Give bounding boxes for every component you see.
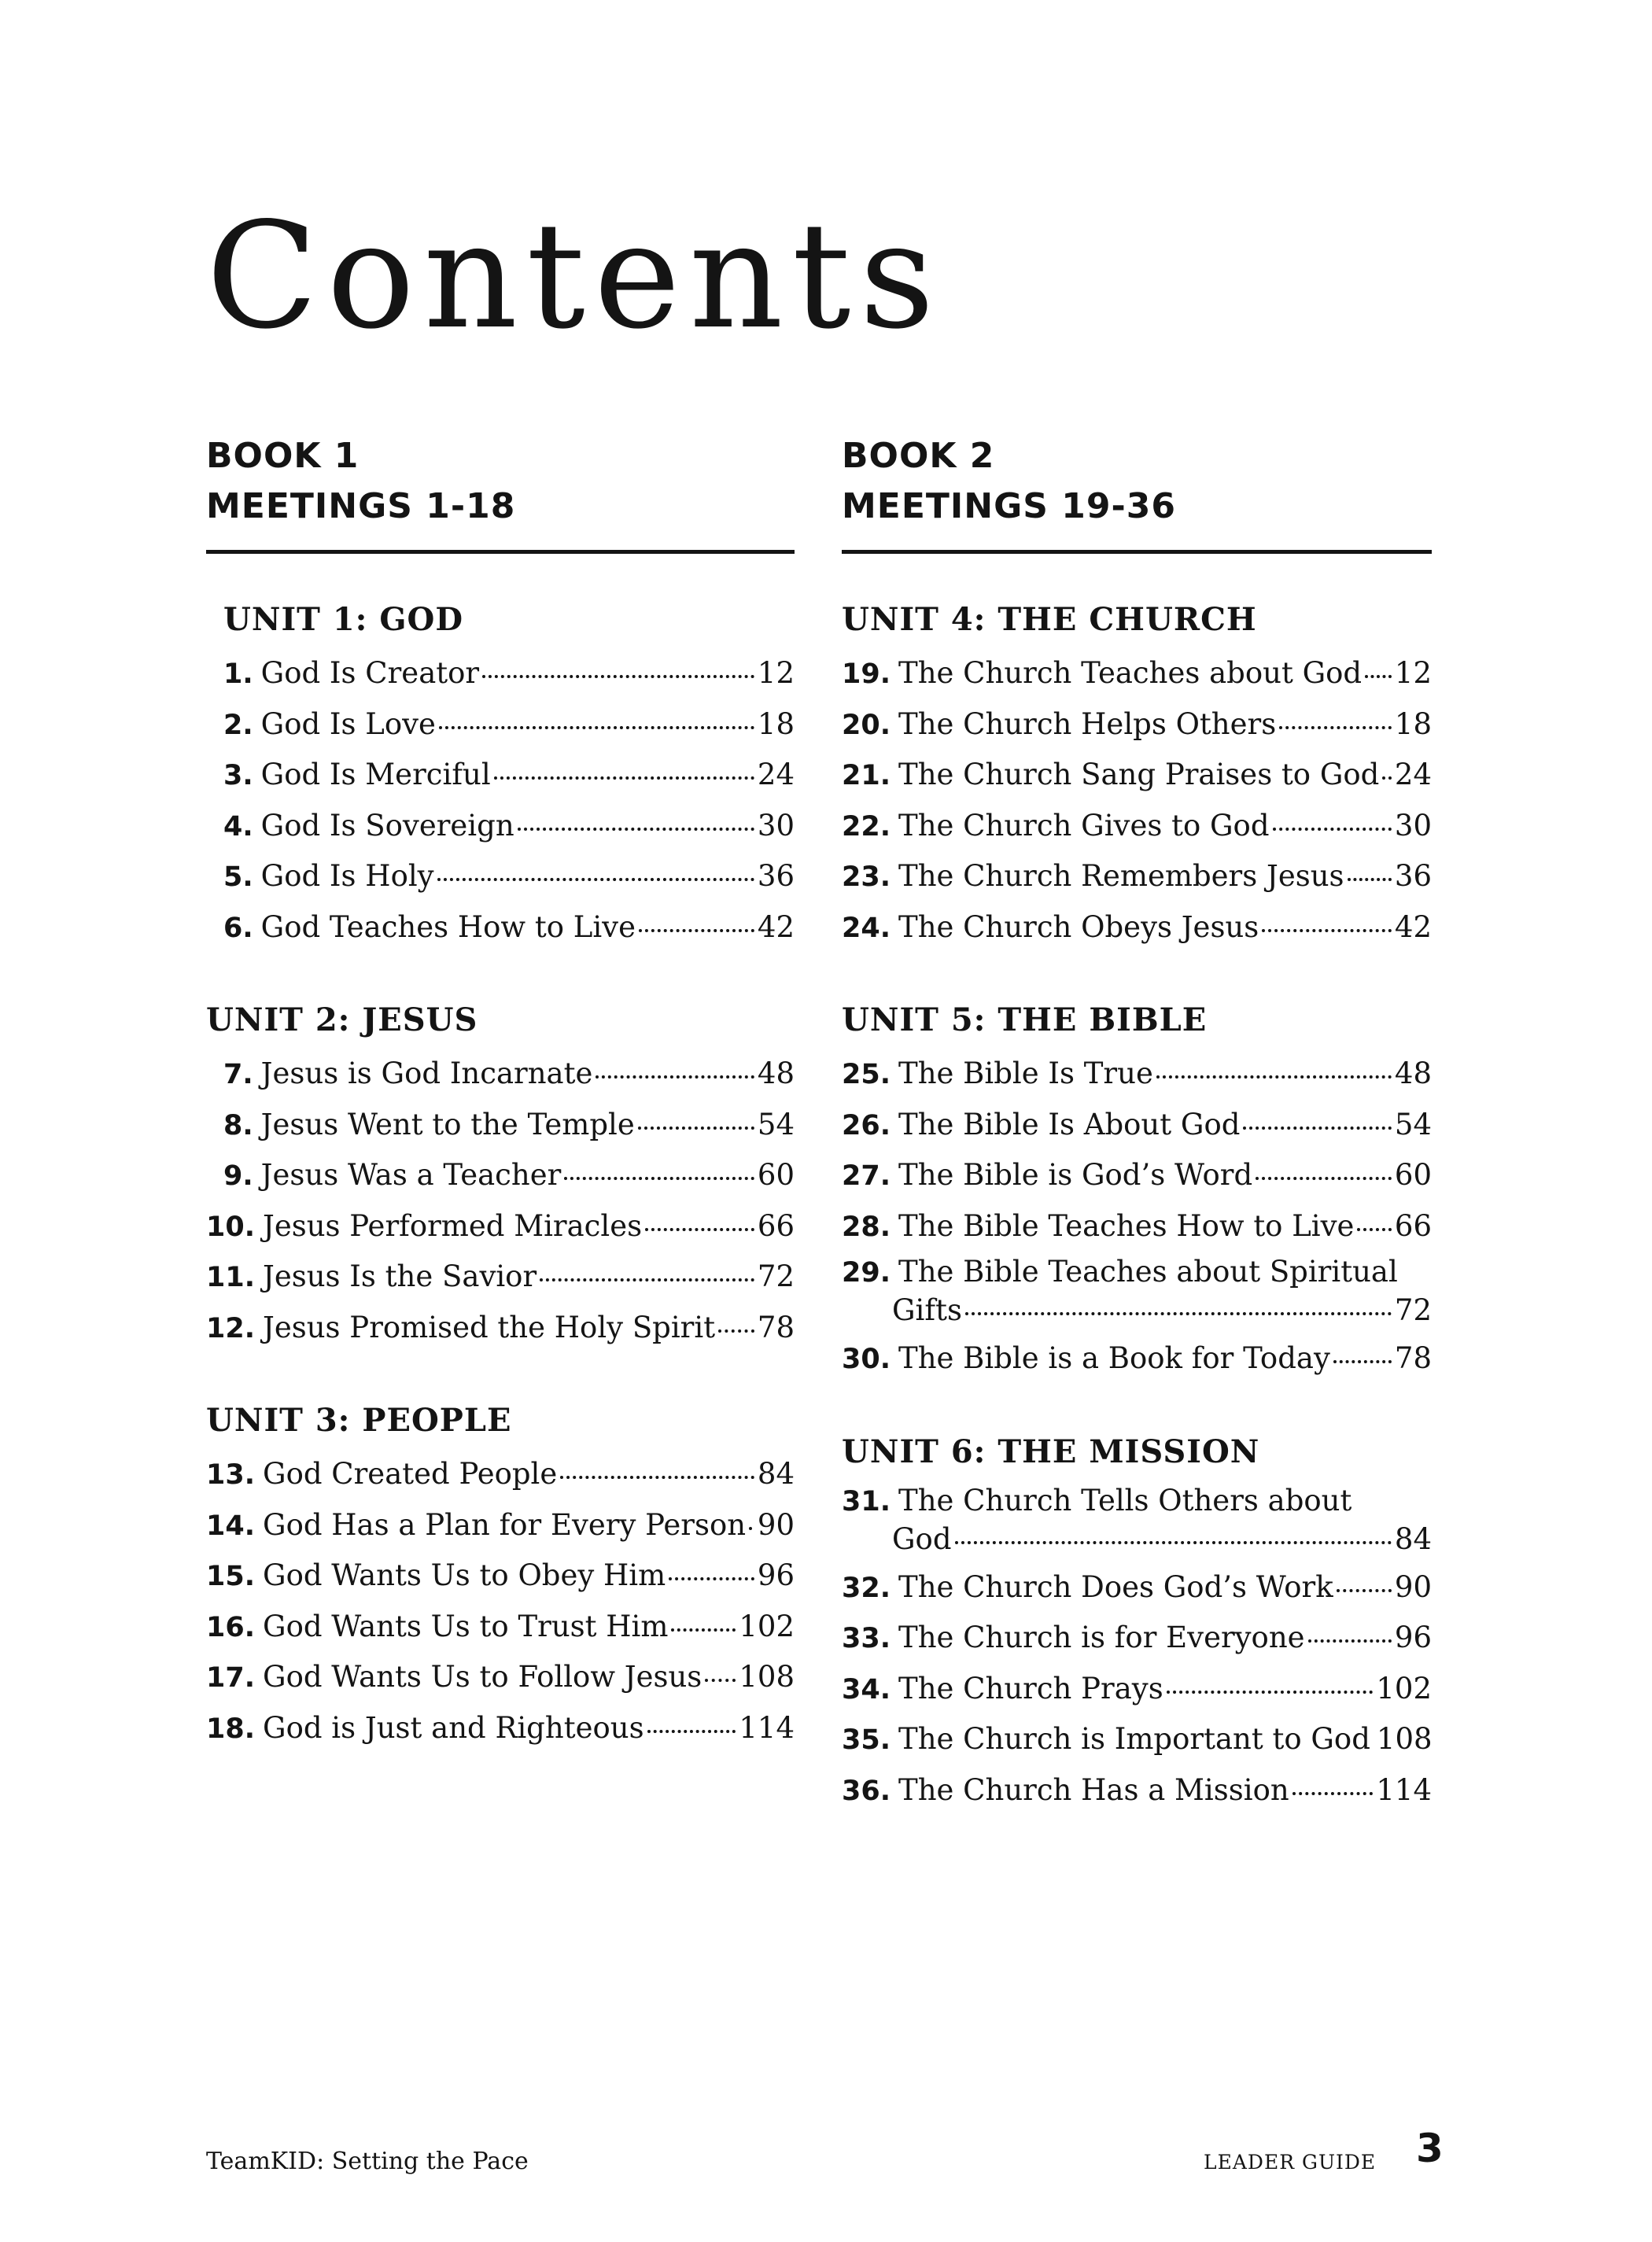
entry-page: 66 (757, 1208, 795, 1243)
unit-heading: UNIT 3: PEOPLE (206, 1402, 512, 1439)
entry-page: 96 (757, 1558, 795, 1592)
entry-number: 14. (206, 1510, 256, 1542)
dot-leader (705, 1679, 736, 1682)
entry-number: 28. (842, 1211, 891, 1243)
entry-title: Jesus is God Incarnate (260, 1056, 593, 1090)
entry-title: God Is Love (260, 706, 436, 741)
dot-leader (1262, 929, 1392, 932)
toc-entry[interactable] (842, 1562, 1432, 1613)
toc-entry[interactable] (842, 1100, 1432, 1151)
unit-3 (206, 1399, 795, 1753)
toc-entry[interactable] (206, 1652, 795, 1703)
dot-leader (1308, 1639, 1392, 1643)
entry-page: 90 (757, 1507, 795, 1542)
entry-page: 72 (1394, 1293, 1432, 1327)
toc-entry[interactable] (206, 1303, 795, 1354)
toc-entry[interactable] (206, 1049, 795, 1100)
entry-page: 18 (1394, 706, 1432, 741)
entry-title: The Church Tells Others about (898, 1483, 1352, 1517)
dot-leader (1273, 828, 1392, 831)
unit-heading: UNIT 5: THE BIBLE (842, 1001, 1208, 1038)
unit-5 (842, 998, 1432, 1385)
entry-number: 3. (223, 760, 253, 791)
entry-number: 2. (223, 709, 253, 741)
dot-leader (965, 1312, 1392, 1315)
entry-title: Jesus Is the Savior (263, 1259, 537, 1293)
dot-leader (1156, 1075, 1392, 1079)
entry-number: 13. (206, 1459, 256, 1491)
dot-leader (1382, 776, 1392, 780)
unit-4 (842, 598, 1432, 953)
entry-title: Jesus Was a Teacher (260, 1158, 562, 1192)
book-1-column (206, 431, 795, 1799)
dot-leader (1167, 1691, 1374, 1694)
toc-entry[interactable] (842, 1714, 1432, 1765)
entry-title-continued: God (892, 1521, 952, 1556)
entry-number: 22. (842, 810, 891, 843)
entry-page: 60 (1394, 1158, 1432, 1192)
entry-page: 54 (757, 1107, 795, 1141)
unit-1 (206, 598, 795, 953)
entry-title: The Bible is a Book for Today (898, 1341, 1330, 1375)
entry-number: 26. (842, 1109, 891, 1141)
entry-title: The Church Prays (898, 1671, 1163, 1705)
dot-leader (669, 1577, 754, 1580)
book-1-rule (206, 550, 795, 554)
toc-entry[interactable] (206, 1201, 795, 1252)
entry-number: 1. (223, 658, 253, 690)
page-title: Contents (206, 190, 943, 361)
dot-leader (1243, 1127, 1392, 1130)
toc-entry[interactable] (842, 1333, 1432, 1385)
toc-entry[interactable] (842, 902, 1432, 953)
book-1-label: BOOK 1 (206, 436, 360, 476)
entry-number: 30. (842, 1344, 891, 1375)
unit-6 (842, 1430, 1432, 1816)
entry-title: The Church is Important to God (898, 1722, 1370, 1756)
dot-leader (749, 1527, 754, 1530)
entry-title: The Church Sang Praises to God (898, 758, 1380, 791)
book-2-label: BOOK 2 (842, 436, 995, 476)
dot-leader (482, 675, 754, 678)
entry-page: 42 (1394, 909, 1432, 944)
entry-title: God Created People (263, 1457, 558, 1491)
entry-title: God Has a Plan for Every Person (263, 1507, 747, 1542)
dot-leader (564, 1177, 754, 1180)
entry-number: 19. (842, 658, 891, 690)
toc-entry[interactable] (206, 1703, 795, 1754)
entry-number: 25. (842, 1059, 891, 1090)
toc-entry[interactable] (842, 1252, 1432, 1329)
entry-title: The Bible Is True (898, 1056, 1153, 1090)
entry-title: God Teaches How to Live (260, 909, 636, 944)
entry-number: 7. (223, 1059, 253, 1090)
dot-leader (518, 828, 754, 831)
entry-number: 10. (206, 1211, 256, 1243)
toc-entry[interactable] (842, 801, 1432, 852)
entry-page: 12 (1394, 656, 1432, 690)
entry-number: 12. (206, 1312, 256, 1344)
entry-number: 9. (223, 1160, 253, 1192)
page-number: 3 (1416, 2126, 1444, 2171)
dot-leader (437, 878, 754, 881)
toc-entry[interactable] (842, 1664, 1432, 1715)
toc-entry[interactable] (206, 1500, 795, 1551)
unit-heading: UNIT 2: JESUS (206, 1001, 478, 1038)
dot-leader (540, 1278, 754, 1281)
entry-title: The Church Gives to God (898, 808, 1270, 843)
entry-page: 72 (757, 1259, 795, 1293)
book-2-column (842, 431, 1432, 1861)
dot-leader (718, 1329, 754, 1333)
entry-page: 12 (757, 656, 795, 690)
unit-heading: UNIT 4: THE CHURCH (842, 601, 1257, 638)
entry-page: 114 (1376, 1772, 1432, 1807)
entry-page: 78 (757, 1310, 795, 1344)
entry-page: 60 (757, 1158, 795, 1192)
entry-page: 54 (1394, 1107, 1432, 1141)
entry-number: 33. (842, 1623, 891, 1654)
entry-page: 114 (739, 1710, 795, 1745)
entry-page: 108 (1376, 1722, 1433, 1756)
toc-entry[interactable] (206, 699, 795, 750)
dot-leader (639, 929, 754, 932)
entry-number: 5. (223, 861, 253, 893)
entry-title: God Is Holy (260, 859, 434, 893)
entry-page: 48 (1394, 1056, 1432, 1090)
toc-entry[interactable] (842, 1765, 1432, 1816)
toc-entry[interactable] (206, 902, 795, 953)
entry-number: 16. (206, 1611, 256, 1643)
toc-entry[interactable] (206, 1100, 795, 1151)
entry-number: 8. (223, 1109, 253, 1141)
dot-leader (494, 776, 754, 780)
dot-leader (1348, 878, 1392, 881)
book-2-meetings: MEETINGS 19-36 (842, 486, 1176, 526)
entry-title: Jesus Went to the Temple (260, 1107, 635, 1141)
entry-title: The Church Remembers Jesus (898, 859, 1344, 893)
entry-number: 17. (206, 1662, 256, 1694)
entry-title: God Is Merciful (260, 758, 491, 791)
entry-title: The Church is for Everyone (898, 1621, 1305, 1654)
dot-leader (955, 1541, 1392, 1544)
toc-entry[interactable] (842, 750, 1432, 801)
unit-heading: UNIT 1: GOD (223, 601, 464, 638)
entry-page: 48 (757, 1056, 795, 1090)
entry-title: God is Just and Righteous (263, 1710, 644, 1745)
entry-title-continued: Gifts (892, 1293, 962, 1327)
toc-entry[interactable] (842, 1481, 1432, 1558)
dot-leader (1279, 726, 1392, 729)
footer-book-title: TeamKID: Setting the Pace (206, 2148, 529, 2175)
entry-page: 102 (1376, 1671, 1432, 1705)
dot-leader (645, 1228, 754, 1231)
toc-entry[interactable] (206, 801, 795, 852)
toc-entry[interactable] (206, 750, 795, 801)
book-2-rule (842, 550, 1432, 554)
entry-page: 90 (1394, 1569, 1432, 1604)
entry-number: 6. (223, 912, 253, 944)
entry-number: 18. (206, 1713, 256, 1745)
entry-page: 30 (1394, 808, 1432, 843)
entry-title: The Church Has a Mission (898, 1772, 1289, 1807)
entry-title: The Church Does God’s Work (898, 1569, 1333, 1604)
toc-entry[interactable] (842, 1201, 1432, 1252)
toc-entry[interactable] (206, 1602, 795, 1653)
entry-number: 11. (206, 1262, 256, 1293)
entry-page: 36 (1394, 859, 1432, 893)
entry-title: God Is Sovereign (260, 808, 514, 843)
entry-page: 36 (757, 859, 795, 893)
entry-title: Jesus Performed Miracles (263, 1208, 643, 1243)
toc-entry[interactable] (842, 1049, 1432, 1100)
entry-number: 35. (842, 1724, 891, 1756)
dot-leader (1256, 1177, 1392, 1180)
entry-title: God Wants Us to Trust Him (263, 1609, 669, 1643)
book-1-meetings: MEETINGS 1-18 (206, 486, 516, 526)
entry-number: 15. (206, 1561, 256, 1592)
entry-number: 24. (842, 912, 891, 944)
entry-page: 24 (1394, 758, 1432, 791)
entry-number: 29. (842, 1257, 891, 1289)
toc-entry[interactable] (842, 1150, 1432, 1201)
footer-guide-label: LEADER GUIDE (1204, 2151, 1377, 2174)
dot-leader (1337, 1589, 1392, 1592)
dot-leader (1357, 1228, 1391, 1231)
dot-leader (596, 1075, 754, 1079)
entry-page: 30 (757, 808, 795, 843)
dot-leader (1333, 1360, 1392, 1363)
toc-entry[interactable] (842, 851, 1432, 902)
entry-title: The Bible Teaches about Spiritual (898, 1255, 1398, 1289)
dot-leader (671, 1628, 736, 1632)
entry-title: God Wants Us to Obey Him (263, 1558, 666, 1592)
entry-page: 102 (739, 1609, 795, 1643)
entry-page: 78 (1394, 1341, 1432, 1375)
dot-leader (560, 1476, 754, 1479)
entry-page: 66 (1394, 1208, 1432, 1243)
entry-number: 4. (223, 810, 253, 843)
dot-leader (1292, 1792, 1374, 1795)
entry-title: God Is Creator (260, 656, 480, 690)
book-2-heading (842, 431, 1432, 532)
entry-page: 84 (757, 1457, 795, 1491)
toc-entry[interactable] (842, 648, 1432, 699)
entry-title: The Bible is God’s Word (898, 1158, 1253, 1192)
entry-page: 18 (757, 706, 795, 741)
entry-page: 84 (1394, 1521, 1432, 1556)
entry-number: 20. (842, 709, 891, 741)
entry-title: Jesus Promised the Holy Spirit (263, 1310, 716, 1344)
dot-leader (638, 1127, 754, 1130)
entry-number: 36. (842, 1775, 891, 1807)
toc-entry[interactable] (206, 1449, 795, 1500)
entry-number: 31. (842, 1485, 891, 1517)
entry-number: 34. (842, 1673, 891, 1705)
toc-entry[interactable] (842, 699, 1432, 750)
entry-title: The Church Obeys Jesus (898, 909, 1259, 944)
entry-page: 24 (757, 758, 795, 791)
entry-title: The Bible Teaches How to Live (898, 1208, 1355, 1243)
entry-title: The Bible Is About God (898, 1107, 1241, 1141)
entry-number: 32. (842, 1572, 891, 1604)
entry-title: God Wants Us to Follow Jesus (263, 1660, 702, 1694)
toc-entry[interactable] (206, 648, 795, 699)
toc-entry[interactable] (206, 1150, 795, 1201)
unit-2 (206, 998, 795, 1353)
entry-title: The Church Helps Others (898, 706, 1277, 741)
toc-entry[interactable] (206, 1252, 795, 1303)
toc-entry[interactable] (206, 851, 795, 902)
entry-page: 42 (757, 909, 795, 944)
dot-leader (647, 1730, 736, 1733)
toc-entry[interactable] (206, 1551, 795, 1602)
entry-page: 108 (739, 1660, 795, 1694)
entry-page: 96 (1394, 1621, 1432, 1654)
book-1-heading (206, 431, 795, 532)
dot-leader (439, 726, 754, 729)
entry-number: 27. (842, 1160, 891, 1192)
unit-heading: UNIT 6: THE MISSION (842, 1433, 1260, 1470)
dot-leader (1365, 675, 1392, 678)
toc-entry[interactable] (842, 1613, 1432, 1664)
entry-number: 21. (842, 760, 891, 791)
entry-number: 23. (842, 861, 891, 893)
entry-title: The Church Teaches about God (898, 656, 1363, 690)
